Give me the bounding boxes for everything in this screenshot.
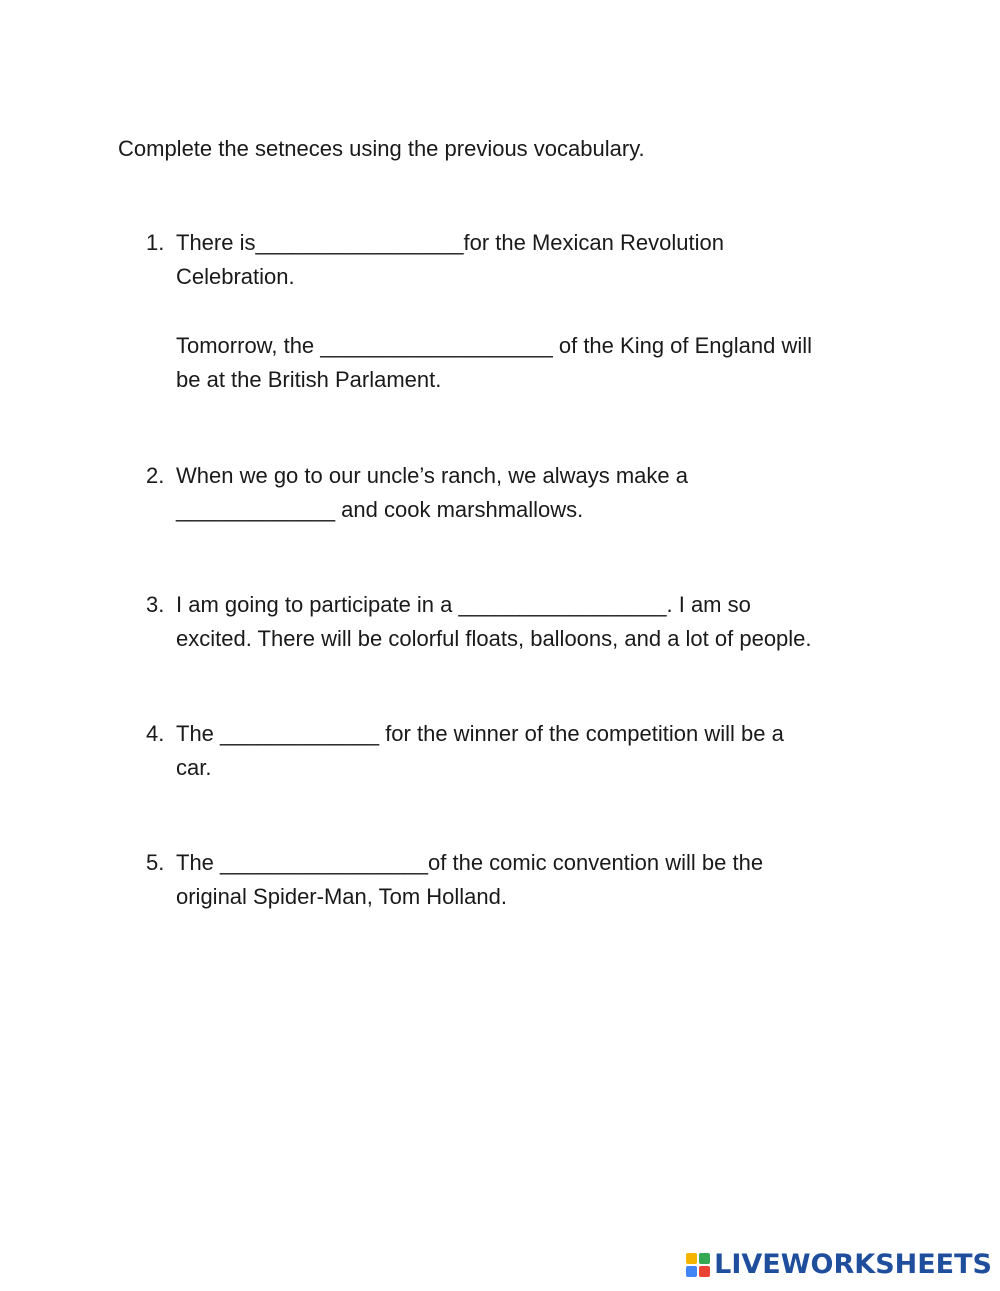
liveworksheets-logo[interactable] bbox=[686, 1247, 992, 1283]
sentence-text bbox=[176, 846, 886, 914]
item-number: 1. bbox=[146, 230, 165, 255]
sentence-text bbox=[176, 459, 886, 527]
sentence-line: _____________ and cook marshmallows. bbox=[176, 497, 584, 522]
item-number: 3. bbox=[146, 592, 165, 617]
sentence-line: When we go to our uncle’s ranch, we always make a bbox=[176, 463, 688, 488]
sentence-item-3 bbox=[146, 588, 886, 656]
sentence-line: original Spider-Man, Tom Holland. bbox=[176, 884, 507, 909]
sentence-item-2 bbox=[146, 459, 886, 527]
sentence-line: be at the British Parlament. bbox=[176, 367, 442, 392]
sentence-line: excited. There will be colorful floats, balloons, and a lot of people. bbox=[176, 626, 812, 651]
item-number: 5. bbox=[146, 850, 165, 875]
logo-text: LIVEWORKSHEETS bbox=[714, 1249, 992, 1280]
logo-badge-square bbox=[686, 1266, 697, 1277]
logo-badge-square bbox=[699, 1266, 710, 1277]
liveworksheets-logo-icon bbox=[686, 1253, 710, 1277]
sentence-line: Celebration. bbox=[176, 264, 295, 289]
sentence-text bbox=[176, 717, 886, 785]
sentence-text bbox=[176, 329, 886, 397]
sentence-text bbox=[176, 588, 886, 656]
sentence-item-1b bbox=[146, 329, 886, 397]
sentence-text bbox=[176, 226, 886, 294]
sentence-line: Tomorrow, the ___________________ of the King of England will bbox=[176, 333, 813, 358]
sentence-line: The _____________ for the winner of the competition will be a bbox=[176, 721, 784, 746]
sentence-line: car. bbox=[176, 755, 212, 780]
sentence-line: I am going to participate in a _________________. I am so bbox=[176, 592, 751, 617]
logo-badge-square bbox=[699, 1253, 710, 1264]
sentence-item-5 bbox=[146, 846, 886, 914]
sentence-line: There is_________________for the Mexican Revolution bbox=[176, 230, 724, 255]
sentence-line: The _________________of the comic convention will be the bbox=[176, 850, 764, 875]
sentence-item-4 bbox=[146, 717, 886, 785]
item-number: 2. bbox=[146, 463, 165, 488]
instruction-text: Complete the setneces using the previous vocabulary. bbox=[118, 136, 645, 161]
sentence-item-1 bbox=[146, 226, 886, 294]
logo-badge-square bbox=[686, 1253, 697, 1264]
item-number: 4. bbox=[146, 721, 165, 746]
